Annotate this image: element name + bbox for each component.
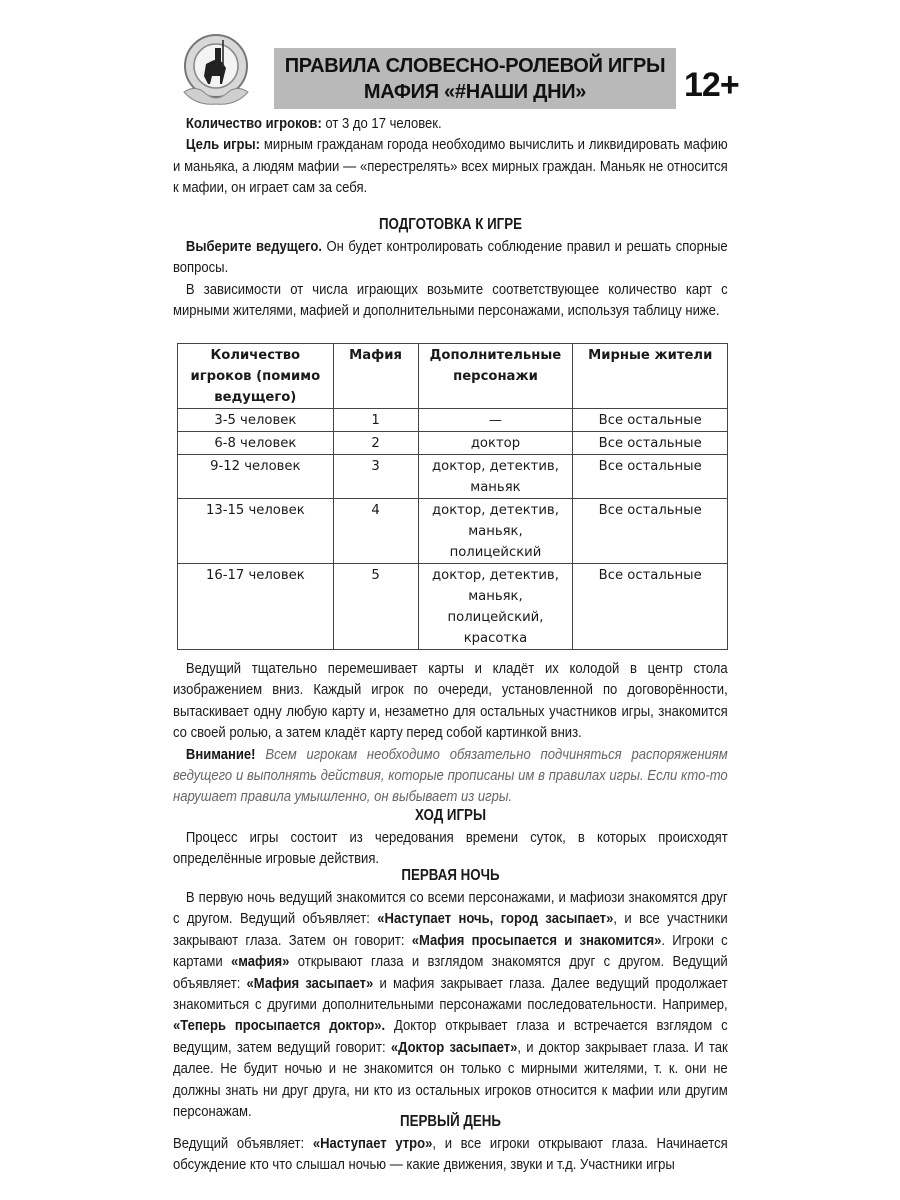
dealing-section (173, 658, 728, 808)
table-row: 9-12 человек 3 доктор, детектив, маньяк Все остальные (178, 455, 728, 499)
dealing-paragraph: Ведущий тщательно перемешивает карты и кладёт их колодой в центр стола изображением вниз. Каждый игрок по очереди, установленной по договорённости, вытаскивает одну любую карту и, незаметно для остальных участников игры, знакомится со своей ролью, а затем кладёт карту перед собой картинкой вниз. (173, 660, 728, 742)
cards-paragraph: В зависимости от числа играющих возьмите соответствующее количество карт с мирными жителями, мафией и дополнительными персонажами, используя таблицу ниже. (173, 280, 728, 320)
attention-paragraph: Внимание! Всем игрокам необходимо обязательно подчиняться распоряжениям ведущего и выполнять действия, которые прописаны им в правилах игры. Если кто-то нарушает правила умышленно, он выбывает из игры. (173, 745, 728, 806)
table-row: 3-5 человек 1 — Все остальные (178, 409, 728, 432)
table-row: 16-17 человек 5 доктор, детектив, маньяк, полицейский, красотка Все остальные (178, 564, 728, 650)
first-day-paragraph: Ведущий объявляет: «Наступает утро», и все игроки открывают глаза. Начинается обсуждение кто что слышал ночью — какие движения, звуки и т.д. Участники игры (173, 1135, 728, 1174)
preparation-heading: ПОДГОТОВКА К ИГРЕ (378, 216, 523, 233)
first-day-section (173, 1111, 728, 1176)
first-night-section (173, 865, 728, 1122)
table-row: 6-8 человек 2 доктор Все остальные (178, 432, 728, 455)
intro-section (173, 113, 728, 199)
gameplay-paragraph: Процесс игры состоит из чередования времени суток, в которых происходят определённые игровые действия. (173, 829, 728, 868)
gameplay-section (173, 805, 728, 870)
roles-table (177, 343, 728, 650)
title-banner (274, 48, 676, 109)
table-header-row (178, 344, 728, 409)
knight-emblem-icon (176, 32, 256, 110)
title-line-1: ПРАВИЛА СЛОВЕСНО-РОЛЕВОЙ ИГРЫ (284, 54, 666, 77)
preparation-section (173, 214, 728, 322)
header-players: Количество игроков (помимо ведущего) (178, 344, 334, 409)
game-goal: Цель игры: мирным гражданам города необходимо вычислить и ликвидировать мафию и маньяка, а людям мафии — «перестрелять» всех мирных граждан. Маньяк не относится к мафии, он играет сам за себя. (173, 136, 728, 197)
table-row: 13-15 человек 4 доктор, детектив, маньяк, полицейский Все остальные (178, 499, 728, 564)
age-rating-badge: 12+ (684, 66, 739, 104)
choose-host-paragraph: Выберите ведущего. Он будет контролировать соблюдение правил и решать спорные вопросы. (173, 238, 728, 277)
players-count: Количество игроков: от 3 до 17 человек. (185, 115, 442, 132)
first-day-heading: ПЕРВЫЙ ДЕНЬ (400, 1113, 501, 1130)
title-line-2: МАФИЯ «#НАШИ ДНИ» (363, 80, 587, 103)
header-citizens: Мирные жители (573, 344, 728, 409)
first-night-heading: ПЕРВАЯ НОЧЬ (401, 867, 500, 884)
gameplay-heading: ХОД ИГРЫ (414, 807, 487, 824)
header-mafia: Мафия (333, 344, 418, 409)
header-extra-roles: Дополнительные персонажи (418, 344, 573, 409)
first-night-paragraph: В первую ночь ведущий знакомится со всеми персонажами, и мафиози знакомятся друг с другом. Ведущий объявляет: «Наступает ночь, город засыпает», и все участники закрывают глаза. Затем он говорит: «Мафия просыпается и знакомится». Игроки с картами «мафия» открывают глаза и взглядом знакомятся друг с другом. Ведущий объявляет: «Мафия засыпает» и мафия закрывает глаза. Далее ведущий продолжает знакомиться с другими дополнительными персонажами последовательности. Например, «Теперь просыпается доктор». Доктор открывает глаза и встречается взглядом с ведущим, затем ведущий говорит: «Доктор засыпает», и доктор закрывает глаза. И так далее. Не будит ночью и не знакомится он только с мирными жителями, т. к. они не должны знать ни друг друга, ни кто из остальных игроков относится к мафии или другим персонажам. (173, 889, 728, 1121)
